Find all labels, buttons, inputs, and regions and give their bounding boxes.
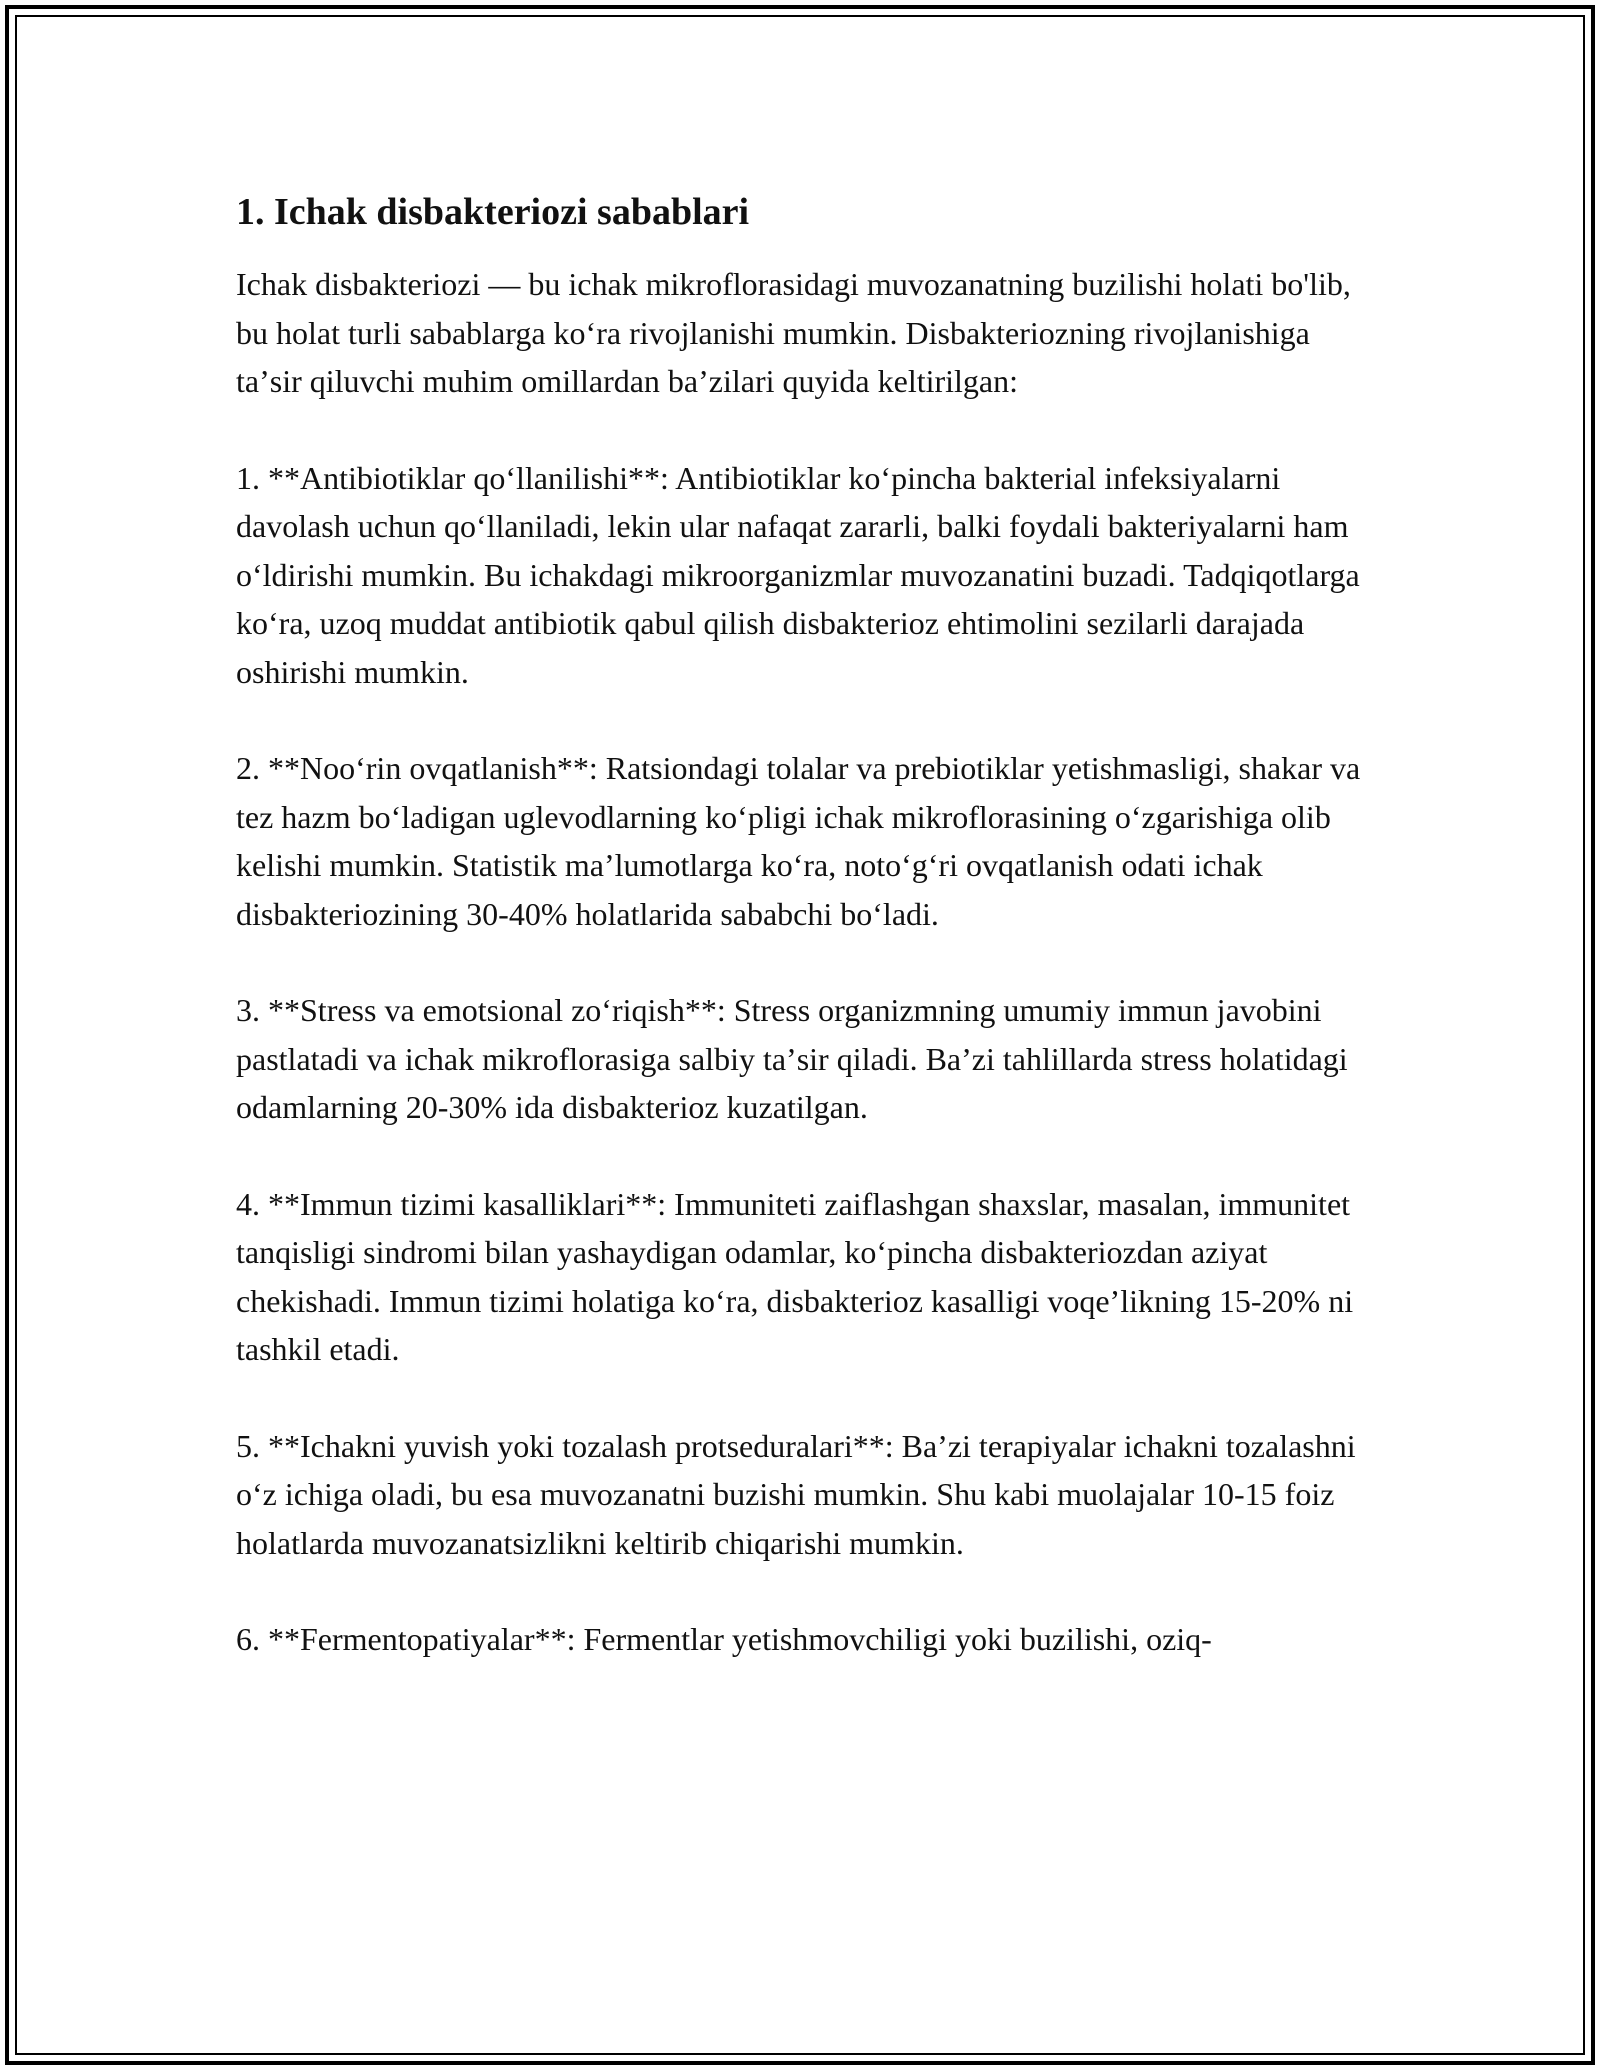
cause-antibiotics-paragraph: 1. **Antibiotiklar qoʻllanilishi**: Antibiotiklar koʻpincha bakterial infeksiyalarni davolash uchun qoʻllaniladi, lekin ular nafaqat zararli, balki foydali bakteriyalarni ham oʻldirishi mumkin. Bu ichakdagi mikroorganizmlar muvozanatini buzadi. Tadqiqotlarga koʻra, uzoq muddat antibiotik qabul qilish disbakterioz ehtimolini sezilarli darajada oshirishi mumkin. — [236, 459, 1360, 690]
intro-paragraph: Ichak disbakteriozi — bu ichak mikroflorasidagi muvozanatning buzilishi holati bo'lib, bu holat turli sabablarga koʻra rivojlanishi mumkin. Disbakteriozning rivojlanishiga taʼsir qiluvchi muhim omillardan baʼzilari quyida keltirilgan: — [236, 266, 1351, 399]
cause-cleansing-paragraph: 5. **Ichakni yuvish yoki tozalash protseduralari**: Baʼzi terapiyalar ichakni tozalashni oʻz ichiga oladi, bu esa muvozanatni buzishi mumkin. Shu kabi muolajalar 10-15 foiz holatlarda muvozanatsizlikni keltirib chiqarishi mumkin. — [236, 1427, 1356, 1561]
cause-fermentopathy-paragraph: 6. **Fermentopatiyalar**: Fermentlar yetishmovchiligi yoki buzilishi, oziq- — [236, 1621, 1212, 1657]
cause-stress-paragraph: 3. **Stress va emotsional zoʻriqish**: Stress organizmning umumiy immun javobini pastlatadi va ichak mikroflorasiga salbiy taʼsir qiladi. Baʼzi tahlillarda stress holatidagi odamlarning 20-30% ida disbakterioz kuzatilgan. — [236, 992, 1348, 1125]
section-heading: 1. Ichak disbakteriozi sabablari — [236, 191, 750, 233]
document-body — [236, 186, 1366, 1712]
cause-nutrition-paragraph: 2. **Nooʻrin ovqatlanish**: Ratsiondagi tolalar va prebiotiklar yetishmasligi, shakar va tez hazm boʻladigan uglevodlarning koʻpligi ichak mikroflorasining oʻzgarishiga olib kelishi mumkin. Statistik maʼlumotlarga koʻra, notoʻgʻri ovqatlanish odati ichak disbakteriozining 30-40% holatlarida sababchi boʻladi. — [236, 750, 1361, 932]
cause-immune-paragraph: 4. **Immun tizimi kasalliklari**: Immuniteti zaiflashgan shaxslar, masalan, immunitet tanqisligi sindromi bilan yashaydigan odamlar, koʻpincha disbakteriozdan aziyat chekishadi. Immun tizimi holatiga koʻra, disbakterioz kasalligi voqeʼlikning 15-20% ni tashkil etadi. — [236, 1185, 1354, 1367]
